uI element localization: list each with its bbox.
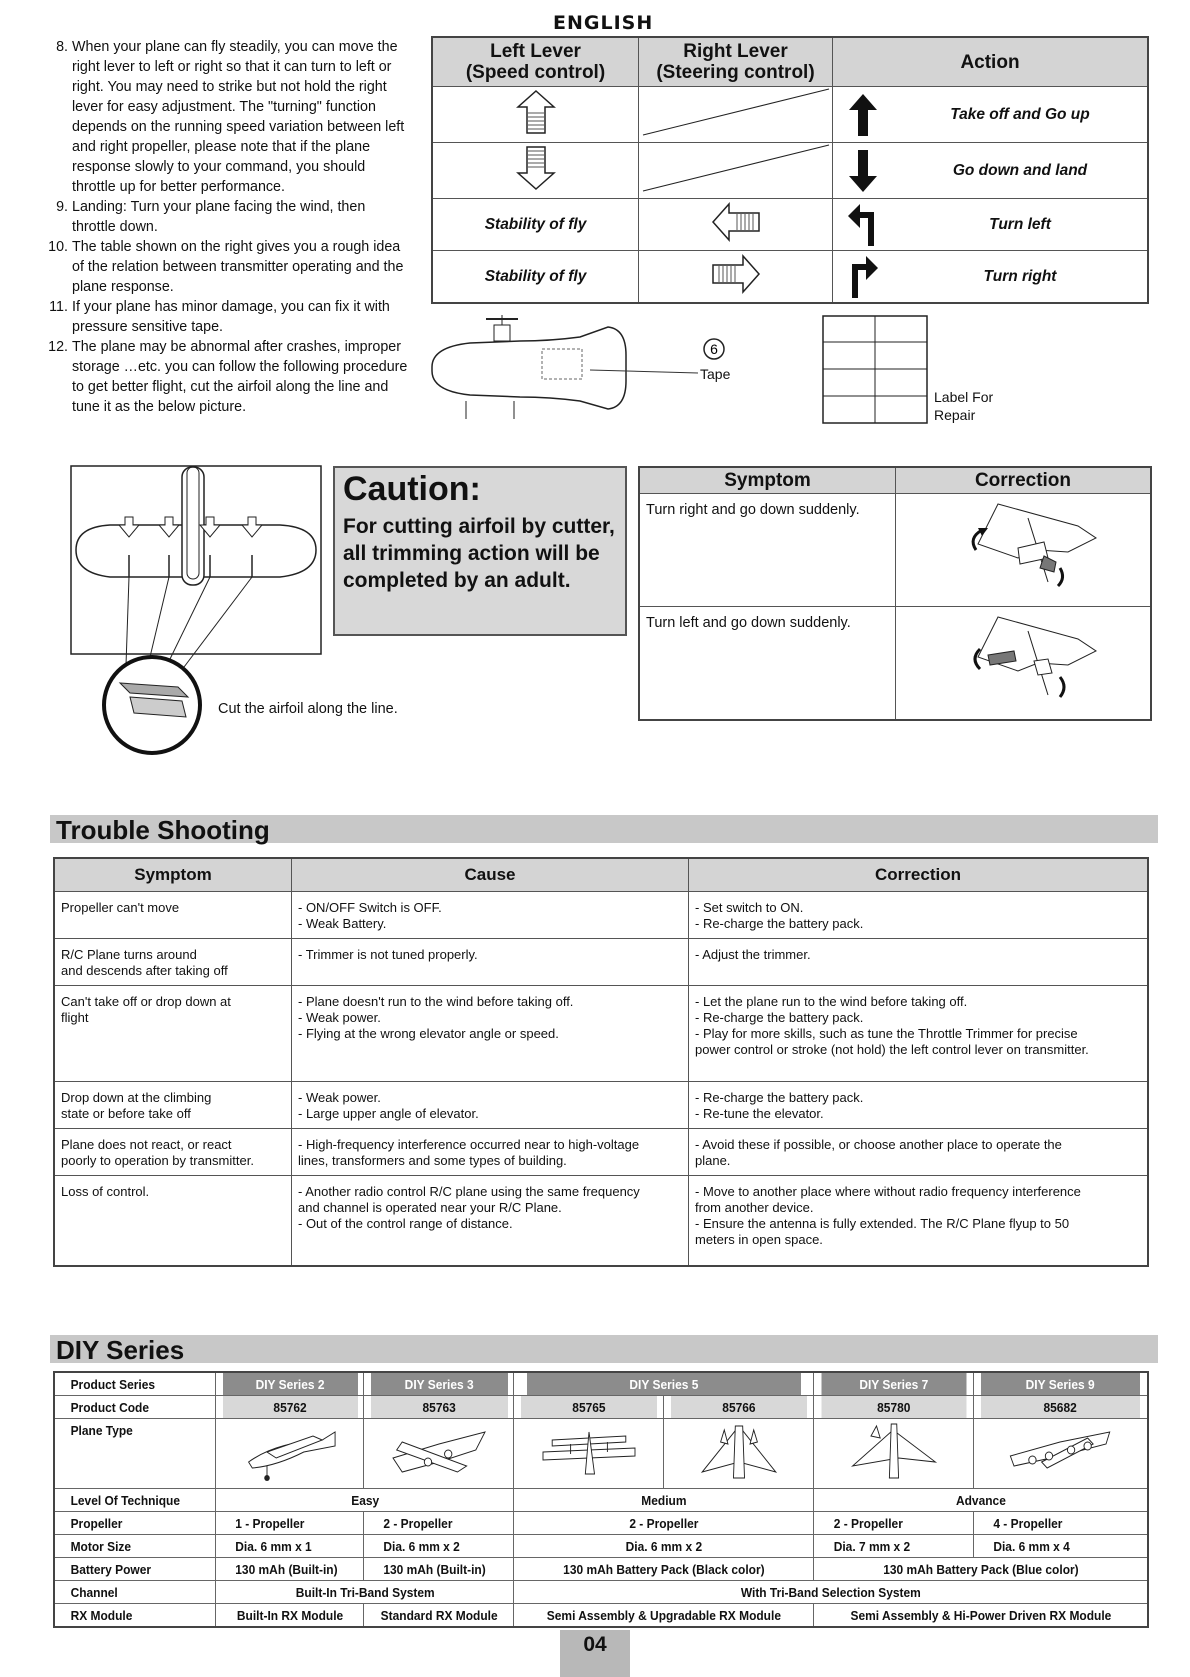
ts-correction-cell: - Move to another place where without radio frequency interference from another device. - Ensure the antenna is fully extended. The R/C Plane flyup to 50 meters in open space. bbox=[689, 1176, 1149, 1266]
step-item bbox=[40, 297, 410, 337]
series-cell: DIY Series 3 bbox=[370, 1372, 508, 1396]
right-lever-cell bbox=[639, 87, 833, 143]
step-text: When your plane can fly steadily, you can move the right lever to left or right so that it can turn to left or right. You may need to strike but not hold the right lever for easy adjustment. The "turning" function depends on the running speed variation between left and right propeller, please note that if the plane response slowly to your command, you should throttle up for better performance. bbox=[72, 39, 405, 195]
lever-row bbox=[432, 199, 1148, 251]
language-label: ENGLISH bbox=[553, 12, 654, 34]
table-row bbox=[54, 939, 1148, 986]
motor-cell: Dia. 6 mm x 4 bbox=[980, 1535, 1141, 1558]
label-level-of-technique: Level Of Technique bbox=[60, 1489, 209, 1512]
battery-cell: 130 mAh (Built-in) bbox=[221, 1558, 357, 1581]
left-lever-cell: Stability of fly bbox=[432, 199, 639, 251]
label-motor-size: Motor Size bbox=[60, 1535, 209, 1558]
ts-cause-cell: - ON/OFF Switch is OFF. - Weak Battery. bbox=[292, 892, 689, 939]
ts-symptom-cell: Plane does not react, or react poorly to operation by transmitter. bbox=[54, 1129, 292, 1176]
ts-symptom-cell: Drop down at the climbing state or before take off bbox=[54, 1082, 292, 1129]
trouble-shooting-title: Trouble Shooting bbox=[50, 815, 1158, 843]
label-channel: Channel bbox=[60, 1581, 209, 1604]
plane-85682-illustration bbox=[1005, 1422, 1115, 1482]
symptom-cell: Turn left and go down suddenly. bbox=[639, 607, 896, 721]
plane-85762-illustration bbox=[239, 1422, 340, 1482]
table-row bbox=[639, 494, 1151, 607]
technique-cell: Easy bbox=[227, 1489, 502, 1512]
repair-label-grid bbox=[822, 315, 928, 425]
step-text: The table shown on the right gives you a rough idea of the relation between transmitter operating and the plane response. bbox=[72, 239, 404, 295]
step-item bbox=[40, 337, 410, 417]
turn-right-icon bbox=[846, 256, 880, 298]
caution-box bbox=[333, 466, 627, 636]
label-product-series: Product Series bbox=[60, 1372, 209, 1396]
turn-left-icon bbox=[846, 204, 880, 246]
correction-header: Correction bbox=[896, 467, 1152, 494]
lever-action-table bbox=[431, 36, 1149, 304]
motor-cell: Dia. 6 mm x 2 bbox=[526, 1535, 802, 1558]
action-label: Take off and Go up bbox=[950, 105, 1090, 123]
series-cell: DIY Series 2 bbox=[221, 1372, 357, 1396]
ts-cause-cell: - Plane doesn't run to the wind before taking off. - Weak power. - Flying at the wrong elevator angle or speed. bbox=[292, 986, 689, 1082]
action-cell bbox=[833, 143, 1149, 199]
propeller-cell: 1 - Propeller bbox=[221, 1512, 357, 1535]
label-for-repair-line1: Label For bbox=[934, 389, 994, 405]
motor-cell: Dia. 7 mm x 2 bbox=[820, 1535, 967, 1558]
plane-image-cell bbox=[221, 1419, 357, 1489]
diagonal-line bbox=[641, 87, 831, 137]
lever-row bbox=[432, 251, 1148, 304]
steer-right-icon bbox=[711, 254, 761, 294]
technique-cell: Medium bbox=[526, 1489, 802, 1512]
label-plane-type: Plane Type bbox=[60, 1419, 209, 1489]
series-cell: DIY Series 7 bbox=[820, 1372, 967, 1396]
table-row bbox=[54, 1082, 1148, 1129]
ts-correction-cell: - Adjust the trimmer. bbox=[689, 939, 1149, 986]
right-lever-header bbox=[639, 37, 833, 87]
propeller-cell: 4 - Propeller bbox=[980, 1512, 1141, 1535]
left-lever-title: Left Lever bbox=[490, 41, 581, 62]
label-battery-power: Battery Power bbox=[60, 1558, 209, 1581]
ts-correction-cell: - Avoid these if possible, or choose another place to operate the plane. bbox=[689, 1129, 1149, 1176]
channel-cell: With Tri-Band Selection System bbox=[539, 1581, 1122, 1604]
arrow-down-icon bbox=[849, 150, 877, 192]
symptom-correction-table bbox=[638, 466, 1152, 721]
elevator-trim-right-illustration bbox=[948, 498, 1098, 588]
series-cell: DIY Series 9 bbox=[980, 1372, 1141, 1396]
code-cell: 85765 bbox=[520, 1396, 658, 1419]
plane-image-cell bbox=[980, 1419, 1141, 1489]
label-propeller: Propeller bbox=[60, 1512, 209, 1535]
action-cell bbox=[833, 251, 1149, 304]
instruction-steps bbox=[40, 37, 410, 417]
ts-cause-cell: - Weak power. - Large upper angle of elevator. bbox=[292, 1082, 689, 1129]
tape-label: Tape bbox=[700, 366, 731, 382]
caution-title: Caution: bbox=[343, 470, 481, 508]
propeller-cell: 2 - Propeller bbox=[820, 1512, 967, 1535]
right-lever-cell bbox=[639, 199, 833, 251]
plane-85766-illustration bbox=[684, 1422, 794, 1482]
step-number: 10. bbox=[48, 239, 68, 255]
throttle-up-icon bbox=[516, 89, 556, 135]
technique-cell: Advance bbox=[827, 1489, 1135, 1512]
label-for-repair-line2: Repair bbox=[934, 407, 976, 423]
ts-correction-cell: - Let the plane run to the wind before taking off. - Re-charge the battery pack. - Play for more skills, such as tune the Throttle Trimmer for precise power control or stroke (not hold) the left control lever on transmitter. bbox=[689, 986, 1149, 1082]
motor-cell: Dia. 6 mm x 2 bbox=[370, 1535, 508, 1558]
propeller-cell: 2 - Propeller bbox=[370, 1512, 508, 1535]
code-cell: 85766 bbox=[670, 1396, 808, 1419]
ts-symptom-cell: R/C Plane turns around and descends after taking off bbox=[54, 939, 292, 986]
step-number: 9. bbox=[56, 199, 68, 215]
plane-image-cell bbox=[520, 1419, 658, 1489]
channel-cell: Built-In Tri-Band System bbox=[227, 1581, 502, 1604]
left-lever-header bbox=[432, 37, 639, 87]
action-header: Action bbox=[833, 37, 1149, 87]
ts-symptom-header: Symptom bbox=[54, 858, 292, 892]
code-cell: 85762 bbox=[221, 1396, 357, 1419]
action-label: Turn left bbox=[989, 215, 1051, 233]
plane-image-cell bbox=[820, 1419, 967, 1489]
action-label: Turn right bbox=[983, 267, 1057, 285]
code-cell: 85780 bbox=[820, 1396, 967, 1419]
step-number: 8. bbox=[56, 39, 68, 55]
caution-body: For cutting airfoil by cutter, all trimming action will be completed by an adult. bbox=[343, 515, 615, 592]
symptom-header: Symptom bbox=[639, 467, 896, 494]
label-for-repair bbox=[934, 388, 993, 424]
action-cell bbox=[833, 199, 1149, 251]
number-6-circle-icon bbox=[703, 338, 725, 360]
right-lever-subtitle: (Steering control) bbox=[656, 62, 815, 83]
symptom-cell: Turn right and go down suddenly. bbox=[639, 494, 896, 607]
action-label: Go down and land bbox=[952, 161, 1088, 179]
right-lever-cell bbox=[639, 143, 833, 199]
step-item bbox=[40, 197, 410, 237]
ts-cause-cell: - Another radio control R/C plane using the same frequency and channel is operated near your R/C Plane. - Out of the control range of distance. bbox=[292, 1176, 689, 1266]
ts-cause-cell: - High-frequency interference occurred near to high-voltage lines, transformers and some types of building. bbox=[292, 1129, 689, 1176]
ts-correction-header: Correction bbox=[689, 858, 1149, 892]
propeller-cell: 2 - Propeller bbox=[526, 1512, 802, 1535]
steer-left-icon bbox=[711, 202, 761, 242]
rx-cell: Semi Assembly & Hi-Power Driven RX Module bbox=[827, 1604, 1135, 1628]
left-lever-cell bbox=[432, 87, 639, 143]
ts-symptom-cell: Can't take off or drop down at flight bbox=[54, 986, 292, 1082]
motor-cell: Dia. 6 mm x 1 bbox=[221, 1535, 357, 1558]
svg-text:6: 6 bbox=[710, 341, 718, 357]
left-lever-subtitle: (Speed control) bbox=[465, 62, 606, 83]
table-row bbox=[639, 607, 1151, 721]
page-number: 04 bbox=[560, 1630, 630, 1677]
lever-row bbox=[432, 143, 1148, 199]
step-text: Landing: Turn your plane facing the wind, then throttle down. bbox=[72, 199, 366, 235]
plane-85780-illustration bbox=[843, 1422, 944, 1482]
table-row bbox=[54, 892, 1148, 939]
step-item bbox=[40, 37, 410, 197]
throttle-down-icon bbox=[516, 145, 556, 191]
arrow-up-icon bbox=[849, 94, 877, 136]
ts-correction-cell: - Re-charge the battery pack. - Re-tune the elevator. bbox=[689, 1082, 1149, 1129]
cut-caption: Cut the airfoil along the line. bbox=[218, 701, 398, 717]
ts-symptom-cell: Loss of control. bbox=[54, 1176, 292, 1266]
rx-cell: Standard RX Module bbox=[370, 1604, 508, 1628]
trouble-shooting-table bbox=[53, 857, 1149, 1267]
tape-leader-line bbox=[590, 368, 700, 378]
left-lever-cell bbox=[432, 143, 639, 199]
label-rx-module: RX Module bbox=[60, 1604, 209, 1628]
plane-85765-illustration bbox=[534, 1422, 644, 1482]
diy-series-title: DIY Series bbox=[50, 1335, 1158, 1363]
table-row bbox=[54, 1129, 1148, 1176]
diagonal-line bbox=[641, 143, 831, 193]
code-cell: 85682 bbox=[980, 1396, 1141, 1419]
code-cell: 85763 bbox=[370, 1396, 508, 1419]
ts-correction-cell: - Set switch to ON. - Re-charge the battery pack. bbox=[689, 892, 1149, 939]
step-number: 11. bbox=[49, 299, 68, 315]
battery-cell: 130 mAh (Built-in) bbox=[370, 1558, 508, 1581]
rx-cell: Built-In RX Module bbox=[221, 1604, 357, 1628]
correction-cell bbox=[896, 494, 1152, 607]
elevator-trim-left-illustration bbox=[948, 611, 1098, 701]
step-text: If your plane has minor damage, you can fix it with pressure sensitive tape. bbox=[72, 299, 390, 335]
action-cell bbox=[833, 87, 1149, 143]
left-lever-cell: Stability of fly bbox=[432, 251, 639, 304]
ts-cause-cell: - Trimmer is not tuned properly. bbox=[292, 939, 689, 986]
step-number: 12. bbox=[48, 339, 68, 355]
plane-image-cell bbox=[670, 1419, 808, 1489]
table-row bbox=[54, 986, 1148, 1082]
ts-symptom-cell: Propeller can't move bbox=[54, 892, 292, 939]
correction-cell bbox=[896, 607, 1152, 721]
battery-cell: 130 mAh Battery Pack (Blue color) bbox=[827, 1558, 1135, 1581]
step-text: The plane may be abnormal after crashes, improper storage …etc. you can follow the following procedure to get better flight, cut the airfoil along the line and tune it as the below picture. bbox=[72, 339, 408, 415]
plane-85763-illustration bbox=[384, 1422, 494, 1482]
battery-cell: 130 mAh Battery Pack (Black color) bbox=[526, 1558, 802, 1581]
plane-image-cell bbox=[370, 1419, 508, 1489]
right-lever-cell bbox=[639, 251, 833, 304]
lever-row bbox=[432, 87, 1148, 143]
table-row bbox=[54, 1176, 1148, 1266]
diy-series-table bbox=[53, 1371, 1149, 1628]
label-product-code: Product Code bbox=[60, 1396, 209, 1419]
ts-cause-header: Cause bbox=[292, 858, 689, 892]
right-lever-title: Right Lever bbox=[683, 41, 788, 62]
step-item bbox=[40, 237, 410, 297]
rx-cell: Semi Assembly & Upgradable RX Module bbox=[526, 1604, 802, 1628]
series-cell: DIY Series 5 bbox=[526, 1372, 802, 1396]
